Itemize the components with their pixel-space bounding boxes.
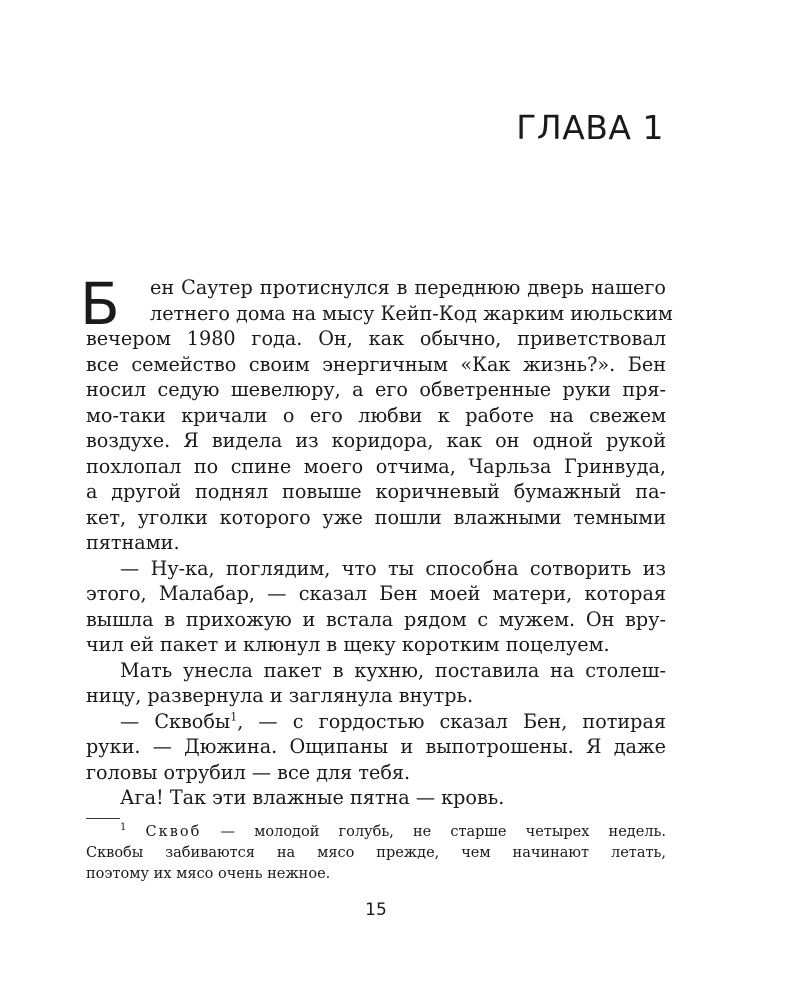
text-line: носил седую шевелюру, а его обветренные руки пря-	[86, 378, 666, 401]
footnote-marker[interactable]: 1	[230, 710, 238, 724]
text-line: вечером 1980 года. Он, как обычно, приветствовал	[86, 327, 666, 350]
text-line: пятнами.	[86, 531, 180, 554]
footnote	[86, 822, 666, 885]
text-line: похлопал по спине моего отчима, Чарльза Гринвуда,	[86, 454, 666, 478]
text-line: этого, Малабар, — сказал Бен моей матери, которая	[86, 582, 666, 605]
text-line: воздухе. Я видела из коридора, как он одной рукой	[86, 429, 666, 452]
chapter-title: ГЛАВА 1	[516, 108, 664, 147]
footnote-line: Сквобы забиваются на мясо прежде, чем начинают летать,	[86, 845, 666, 861]
footnote-divider	[86, 818, 120, 819]
text-line: Ага! Так эти влажные пятна — кровь.	[120, 786, 505, 809]
text-line: вышла в прихожую и встала рядом с мужем. Он вру-	[86, 607, 666, 631]
text-line: ницу, развернула и заглянула внутрь.	[86, 684, 474, 707]
footnote-number: 1	[120, 822, 127, 834]
text-line: а другой поднял повыше коричневый бумажный па-	[86, 480, 666, 503]
footnote-term: Сквоб	[145, 824, 202, 840]
text-line: ен Саутер протиснулся в переднюю дверь нашего	[150, 276, 666, 299]
text-line: Мать унесла пакет в кухню, поставила на столеш-	[120, 658, 666, 682]
page-number: 15	[365, 900, 387, 920]
text-line: головы отрубил — все для тебя.	[86, 760, 411, 784]
footnote-text: — молодой голубь, не старше четырех недель.	[201, 824, 667, 840]
text-line: все семейство своим энергичным «Как жизнь?». Бен	[86, 352, 666, 376]
footnote-line: поэтому их мясо очень нежное.	[86, 866, 331, 882]
text-line: руки. — Дюжина. Ощипаны и выпотрошены. Я даже	[86, 735, 666, 758]
text-line: мо-таки кричали о его любви к работе на свежем	[86, 403, 666, 427]
text-line: — Ну-ка, поглядим, что ты способна сотворить из	[120, 556, 666, 580]
text-line-with-footnote	[86, 709, 666, 735]
text-line: чил ей пакет и клюнул в щеку коротким поцелуем.	[86, 633, 610, 656]
text-fragment: — Сквобы	[120, 709, 231, 733]
main-text	[80, 270, 673, 811]
text-line: кет, уголки которого уже пошли влажными темными	[86, 505, 666, 529]
text-line: летнего дома на мысу Кейп-Код жарким июльским	[150, 301, 673, 325]
footnote-line	[86, 822, 666, 843]
drop-cap: Б	[80, 270, 120, 338]
text-fragment: , — с гордостью сказал Бен, потирая	[237, 709, 667, 733]
